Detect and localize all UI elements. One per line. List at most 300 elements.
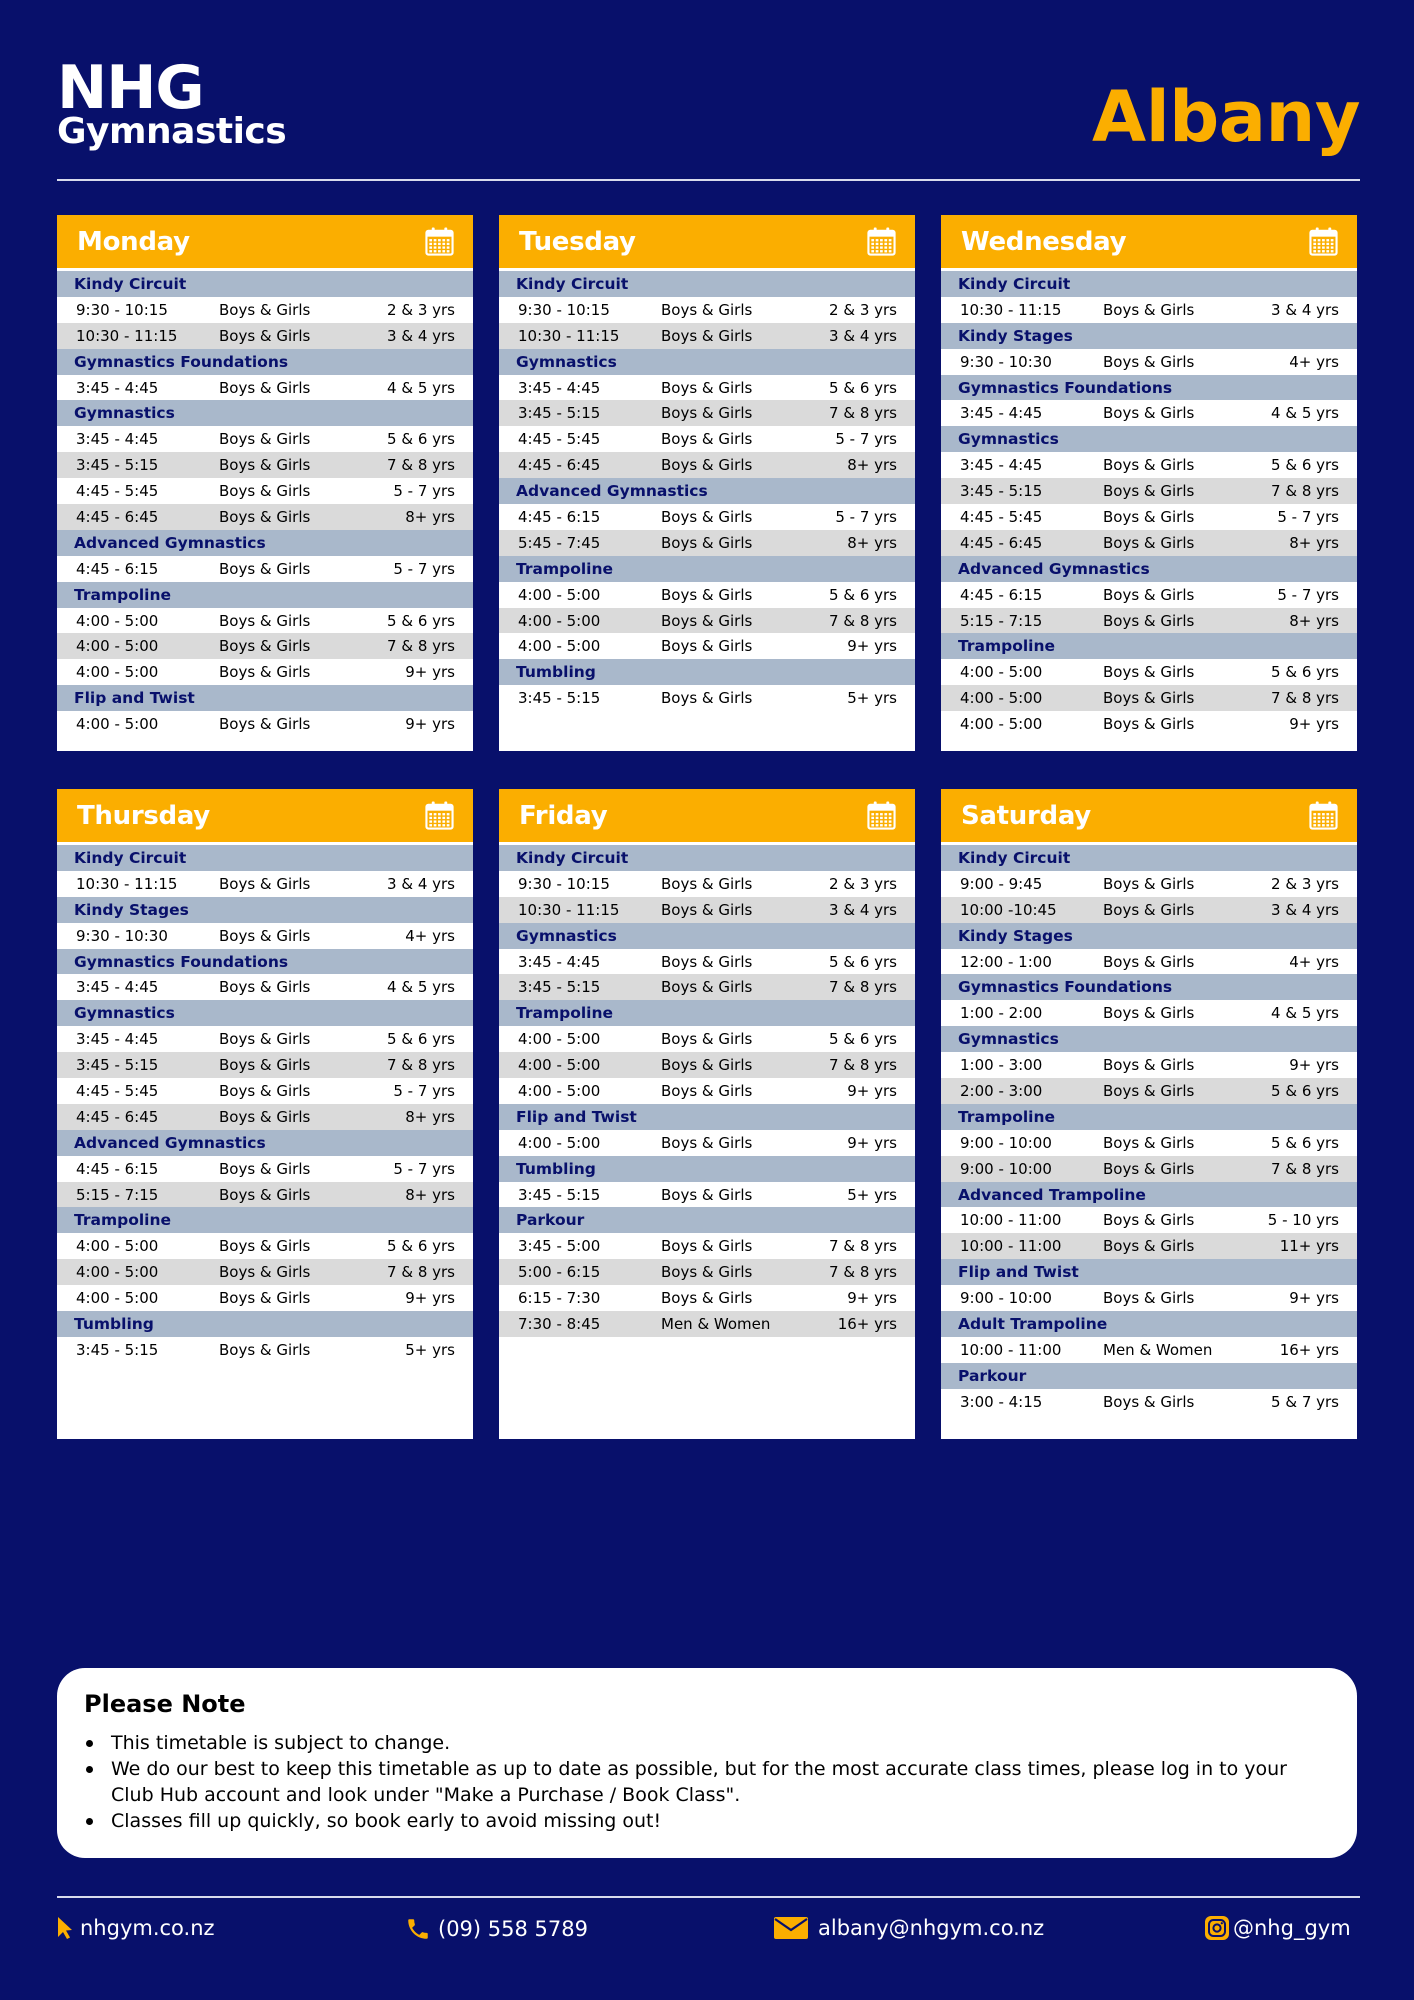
class-row (499, 949, 915, 975)
class-group: Boys & Girls (661, 978, 753, 997)
class-group: Boys & Girls (1103, 611, 1195, 630)
class-group: Boys & Girls (661, 300, 753, 319)
category-header: Advanced Gymnastics (57, 530, 473, 556)
class-row (57, 1233, 473, 1259)
day-title: Saturday (961, 800, 1091, 831)
class-time: 9:30 - 10:15 (76, 300, 168, 319)
category-header: Gymnastics (499, 349, 915, 375)
class-age: 3 & 4 yrs (829, 326, 897, 345)
class-row (499, 871, 915, 897)
class-age: 7 & 8 yrs (387, 1263, 455, 1282)
class-age: 2 & 3 yrs (829, 300, 897, 319)
class-age: 16+ yrs (1279, 1340, 1339, 1359)
class-age: 9+ yrs (405, 715, 455, 734)
class-row (499, 1026, 915, 1052)
class-age: 4 & 5 yrs (387, 378, 455, 397)
class-age: 5 - 7 yrs (393, 1081, 455, 1100)
class-age: 2 & 3 yrs (387, 300, 455, 319)
class-time: 4:00 - 5:00 (76, 663, 159, 682)
class-time: 10:00 - 11:00 (960, 1340, 1062, 1359)
class-row (57, 1182, 473, 1208)
day-title: Thursday (77, 800, 210, 831)
category-header: Gymnastics Foundations (941, 375, 1357, 401)
class-time: 4:00 - 5:00 (518, 1081, 601, 1100)
class-row (941, 659, 1357, 685)
class-group: Boys & Girls (219, 926, 311, 945)
class-time: 10:30 - 11:15 (76, 326, 178, 345)
class-group: Boys & Girls (219, 559, 311, 578)
class-time: 4:00 - 5:00 (518, 585, 601, 604)
class-time: 3:45 - 5:15 (518, 404, 601, 423)
class-row (57, 426, 473, 452)
class-row (57, 1285, 473, 1311)
category-header: Trampoline (941, 1104, 1357, 1130)
class-time: 3:45 - 5:15 (518, 978, 601, 997)
class-time: 4:45 - 5:45 (960, 507, 1043, 526)
category-header: Advanced Gymnastics (941, 556, 1357, 582)
class-time: 3:45 - 5:15 (518, 689, 601, 708)
class-row (57, 1078, 473, 1104)
class-age: 4+ yrs (1289, 352, 1339, 371)
class-time: 4:00 - 5:00 (518, 1056, 601, 1075)
class-time: 12:00 - 1:00 (960, 952, 1052, 971)
class-group: Boys & Girls (1103, 404, 1195, 423)
category-header: Gymnastics Foundations (941, 974, 1357, 1000)
class-time: 10:30 - 11:15 (76, 874, 178, 893)
class-age: 3 & 4 yrs (1271, 300, 1339, 319)
class-group: Boys & Girls (1103, 689, 1195, 708)
class-time: 3:45 - 4:45 (76, 430, 159, 449)
class-group: Boys & Girls (1103, 1081, 1195, 1100)
class-time: 9:30 - 10:30 (960, 352, 1052, 371)
class-time: 9:30 - 10:30 (76, 926, 168, 945)
category-header: Gymnastics (57, 400, 473, 426)
class-age: 5 - 7 yrs (1277, 507, 1339, 526)
class-age: 7 & 8 yrs (829, 404, 897, 423)
class-time: 3:45 - 4:45 (960, 456, 1043, 475)
footer-phone[interactable] (405, 1916, 588, 1942)
calendar-icon (1309, 801, 1338, 830)
class-age: 5 & 6 yrs (1271, 663, 1339, 682)
class-group: Boys & Girls (661, 1263, 753, 1282)
class-age: 5 - 10 yrs (1267, 1211, 1339, 1230)
note-list (84, 1730, 1330, 1834)
day-card-tuesday (499, 215, 915, 751)
class-group: Boys & Girls (661, 900, 753, 919)
class-time: 10:00 - 11:00 (960, 1211, 1062, 1230)
class-row (941, 871, 1357, 897)
footer-divider (57, 1896, 1360, 1898)
class-group: Boys & Girls (1103, 533, 1195, 552)
class-time: 4:00 - 5:00 (518, 1030, 601, 1049)
category-header: Trampoline (499, 1000, 915, 1026)
class-row (499, 897, 915, 923)
class-group: Boys & Girls (219, 715, 311, 734)
calendar-icon (425, 227, 454, 256)
class-age: 5 & 6 yrs (829, 378, 897, 397)
class-time: 4:45 - 5:45 (76, 1081, 159, 1100)
class-age: 9+ yrs (1289, 1056, 1339, 1075)
class-time: 5:15 - 7:15 (76, 1185, 159, 1204)
footer-website[interactable] (57, 1916, 215, 1940)
class-group: Boys & Girls (661, 456, 753, 475)
class-age: 5 - 7 yrs (393, 1159, 455, 1178)
day-card-thursday (57, 789, 473, 1439)
class-time: 3:45 - 4:45 (518, 952, 601, 971)
class-row (499, 504, 915, 530)
class-group: Boys & Girls (219, 300, 311, 319)
class-row (499, 323, 915, 349)
class-group: Boys & Girls (661, 1056, 753, 1075)
class-age: 5 & 6 yrs (387, 1030, 455, 1049)
class-row (941, 1337, 1357, 1363)
class-group: Boys & Girls (1103, 1392, 1195, 1411)
class-group: Boys & Girls (219, 1030, 311, 1049)
class-age: 5 & 6 yrs (829, 585, 897, 604)
class-row (57, 923, 473, 949)
class-row (941, 452, 1357, 478)
class-row (57, 1156, 473, 1182)
class-age: 7 & 8 yrs (387, 1056, 455, 1075)
class-row (941, 1052, 1357, 1078)
class-age: 8+ yrs (405, 507, 455, 526)
class-age: 5 & 6 yrs (1271, 456, 1339, 475)
category-header: Kindy Stages (57, 897, 473, 923)
class-row (499, 608, 915, 634)
class-time: 3:45 - 5:15 (76, 456, 159, 475)
class-row (941, 349, 1357, 375)
class-group: Boys & Girls (661, 689, 753, 708)
class-row (941, 1285, 1357, 1311)
class-group: Boys & Girls (1103, 663, 1195, 682)
class-age: 5 & 6 yrs (387, 611, 455, 630)
day-card-friday (499, 789, 915, 1439)
class-group: Boys & Girls (1103, 1289, 1195, 1308)
class-age: 4+ yrs (405, 926, 455, 945)
category-header: Gymnastics (57, 1000, 473, 1026)
class-group: Boys & Girls (661, 637, 753, 656)
class-age: 7 & 8 yrs (387, 637, 455, 656)
footer-email[interactable] (774, 1916, 1044, 1940)
category-header: Kindy Circuit (57, 271, 473, 297)
class-row (941, 1207, 1357, 1233)
class-time: 3:45 - 5:00 (518, 1237, 601, 1256)
brand-logo-line1: NHG (57, 53, 204, 123)
category-header: Flip and Twist (499, 1104, 915, 1130)
day-header (57, 789, 473, 845)
class-row (57, 608, 473, 634)
class-group: Boys & Girls (1103, 585, 1195, 604)
class-row (499, 1311, 915, 1337)
class-row (941, 504, 1357, 530)
class-age: 9+ yrs (405, 1289, 455, 1308)
class-time: 3:45 - 4:45 (76, 978, 159, 997)
class-row (941, 1233, 1357, 1259)
class-time: 4:00 - 5:00 (518, 611, 601, 630)
class-age: 8+ yrs (847, 533, 897, 552)
class-age: 5 & 6 yrs (829, 1030, 897, 1049)
class-row (941, 1130, 1357, 1156)
class-group: Boys & Girls (219, 978, 311, 997)
day-header (499, 215, 915, 271)
class-time: 10:30 - 11:15 (518, 326, 620, 345)
class-time: 4:00 - 5:00 (76, 611, 159, 630)
class-time: 4:45 - 6:15 (518, 507, 601, 526)
instagram-icon (1205, 1916, 1229, 1940)
class-age: 5 - 7 yrs (393, 482, 455, 501)
class-time: 3:45 - 4:45 (76, 1030, 159, 1049)
category-header: Trampoline (57, 1207, 473, 1233)
class-row (57, 633, 473, 659)
class-group: Men & Women (1103, 1340, 1213, 1359)
class-row (499, 375, 915, 401)
class-list (499, 845, 915, 1337)
class-time: 3:45 - 5:15 (76, 1056, 159, 1075)
class-row (499, 1130, 915, 1156)
class-row (57, 452, 473, 478)
class-age: 9+ yrs (405, 663, 455, 682)
class-group: Boys & Girls (219, 482, 311, 501)
class-time: 4:45 - 6:15 (76, 1159, 159, 1178)
class-group: Boys & Girls (661, 1185, 753, 1204)
class-time: 5:45 - 7:45 (518, 533, 601, 552)
class-row (499, 297, 915, 323)
class-row (499, 400, 915, 426)
class-group: Boys & Girls (219, 1237, 311, 1256)
class-row (57, 1026, 473, 1052)
class-group: Boys & Girls (1103, 1237, 1195, 1256)
class-age: 9+ yrs (847, 1133, 897, 1152)
class-group: Boys & Girls (219, 430, 311, 449)
class-row (941, 297, 1357, 323)
class-time: 10:30 - 11:15 (518, 900, 620, 919)
class-time: 4:45 - 6:45 (518, 456, 601, 475)
class-age: 8+ yrs (1289, 533, 1339, 552)
class-row (499, 530, 915, 556)
class-list (941, 271, 1357, 737)
class-group: Boys & Girls (219, 507, 311, 526)
class-time: 4:45 - 6:15 (960, 585, 1043, 604)
class-row (57, 375, 473, 401)
class-row (57, 1104, 473, 1130)
class-group: Boys & Girls (219, 378, 311, 397)
class-group: Boys & Girls (1103, 1133, 1195, 1152)
class-age: 5 - 7 yrs (835, 430, 897, 449)
header-divider (57, 179, 1360, 181)
class-group: Men & Women (661, 1314, 771, 1333)
class-row (941, 949, 1357, 975)
note-title: Please Note (84, 1690, 246, 1718)
class-time: 3:45 - 5:15 (518, 1185, 601, 1204)
class-row (499, 1078, 915, 1104)
class-time: 3:45 - 5:15 (960, 482, 1043, 501)
class-row (941, 685, 1357, 711)
class-group: Boys & Girls (661, 326, 753, 345)
category-header: Kindy Stages (941, 923, 1357, 949)
class-time: 4:00 - 5:00 (960, 663, 1043, 682)
category-header: Kindy Circuit (941, 845, 1357, 871)
day-title: Monday (77, 226, 190, 257)
class-age: 2 & 3 yrs (1271, 874, 1339, 893)
class-time: 10:00 - 11:00 (960, 1237, 1062, 1256)
category-header: Kindy Circuit (941, 271, 1357, 297)
class-group: Boys & Girls (1103, 1159, 1195, 1178)
class-row (941, 1389, 1357, 1415)
class-row (499, 1052, 915, 1078)
class-time: 3:00 - 4:15 (960, 1392, 1043, 1411)
category-header: Trampoline (941, 633, 1357, 659)
class-group: Boys & Girls (661, 1237, 753, 1256)
class-age: 5+ yrs (847, 689, 897, 708)
class-group: Boys & Girls (1103, 1056, 1195, 1075)
cursor-icon (57, 1916, 73, 1940)
class-row (499, 974, 915, 1000)
class-group: Boys & Girls (219, 1107, 311, 1126)
class-time: 9:00 - 10:00 (960, 1159, 1052, 1178)
category-header: Gymnastics (499, 923, 915, 949)
class-time: 4:00 - 5:00 (76, 1263, 159, 1282)
class-row (499, 452, 915, 478)
class-list (499, 271, 915, 711)
class-age: 4 & 5 yrs (1271, 404, 1339, 423)
phone-icon (405, 1916, 431, 1942)
class-group: Boys & Girls (1103, 1211, 1195, 1230)
class-group: Boys & Girls (1103, 352, 1195, 371)
class-time: 1:00 - 3:00 (960, 1056, 1043, 1075)
category-header: Kindy Circuit (499, 271, 915, 297)
class-row (941, 1156, 1357, 1182)
class-row (499, 685, 915, 711)
class-time: 5:00 - 6:15 (518, 1263, 601, 1282)
class-age: 9+ yrs (1289, 715, 1339, 734)
class-row (57, 323, 473, 349)
class-age: 5 - 7 yrs (835, 507, 897, 526)
class-time: 4:45 - 6:15 (76, 559, 159, 578)
category-header: Parkour (499, 1207, 915, 1233)
class-age: 5 & 7 yrs (1271, 1392, 1339, 1411)
class-group: Boys & Girls (1103, 482, 1195, 501)
class-time: 4:00 - 5:00 (960, 715, 1043, 734)
class-time: 10:00 -10:45 (960, 900, 1057, 919)
class-age: 7 & 8 yrs (829, 1263, 897, 1282)
footer-social[interactable] (1205, 1916, 1351, 1940)
category-header: Tumbling (57, 1311, 473, 1337)
class-age: 7 & 8 yrs (829, 1056, 897, 1075)
class-age: 8+ yrs (847, 456, 897, 475)
class-group: Boys & Girls (1103, 507, 1195, 526)
class-row (499, 1182, 915, 1208)
note-item: This timetable is subject to change. (84, 1730, 1330, 1756)
class-age: 5 & 6 yrs (829, 952, 897, 971)
class-time: 4:00 - 5:00 (76, 715, 159, 734)
class-time: 9:00 - 10:00 (960, 1133, 1052, 1152)
class-group: Boys & Girls (219, 611, 311, 630)
class-row (57, 1337, 473, 1363)
class-row (57, 556, 473, 582)
class-time: 1:00 - 2:00 (960, 1004, 1043, 1023)
class-age: 5+ yrs (847, 1185, 897, 1204)
class-time: 3:45 - 5:15 (76, 1340, 159, 1359)
envelope-icon (774, 1916, 808, 1940)
class-group: Boys & Girls (1103, 456, 1195, 475)
footer-phone-text[interactable]: (09) 558 5789 (438, 1917, 588, 1941)
class-group: Boys & Girls (661, 585, 753, 604)
calendar-icon (867, 227, 896, 256)
class-row (941, 478, 1357, 504)
day-card-saturday (941, 789, 1357, 1439)
class-time: 4:45 - 6:45 (76, 507, 159, 526)
class-group: Boys & Girls (1103, 952, 1195, 971)
class-time: 9:00 - 9:45 (960, 874, 1043, 893)
class-row (57, 871, 473, 897)
class-group: Boys & Girls (1103, 1004, 1195, 1023)
category-header: Flip and Twist (57, 685, 473, 711)
class-age: 8+ yrs (405, 1185, 455, 1204)
class-group: Boys & Girls (219, 1263, 311, 1282)
class-row (941, 897, 1357, 923)
footer-social-text[interactable]: @nhg_gym (1233, 1916, 1351, 1940)
day-header (499, 789, 915, 845)
class-age: 5 & 6 yrs (387, 1237, 455, 1256)
class-time: 9:00 - 10:00 (960, 1289, 1052, 1308)
class-age: 2 & 3 yrs (829, 874, 897, 893)
category-header: Advanced Gymnastics (499, 478, 915, 504)
class-age: 7 & 8 yrs (1271, 689, 1339, 708)
class-age: 9+ yrs (847, 1289, 897, 1308)
class-group: Boys & Girls (661, 952, 753, 971)
class-group: Boys & Girls (661, 404, 753, 423)
category-header: Kindy Circuit (499, 845, 915, 871)
class-group: Boys & Girls (1103, 874, 1195, 893)
class-group: Boys & Girls (219, 874, 311, 893)
class-group: Boys & Girls (1103, 715, 1195, 734)
class-row (941, 608, 1357, 634)
class-group: Boys & Girls (219, 663, 311, 682)
class-group: Boys & Girls (219, 1185, 311, 1204)
class-group: Boys & Girls (219, 1340, 311, 1359)
day-header (941, 789, 1357, 845)
footer-email-text[interactable]: albany@nhgym.co.nz (818, 1916, 1045, 1940)
class-time: 4:00 - 5:00 (76, 637, 159, 656)
class-time: 7:30 - 8:45 (518, 1314, 601, 1333)
class-age: 3 & 4 yrs (829, 900, 897, 919)
class-time: 9:30 - 10:15 (518, 300, 610, 319)
class-row (941, 530, 1357, 556)
day-title: Wednesday (961, 226, 1127, 257)
class-group: Boys & Girls (661, 1289, 753, 1308)
class-row (941, 582, 1357, 608)
class-age: 4 & 5 yrs (1271, 1004, 1339, 1023)
brand-logo-line2: Gymnastics (57, 111, 287, 152)
category-header: Gymnastics (941, 1026, 1357, 1052)
class-age: 8+ yrs (1289, 611, 1339, 630)
class-time: 3:45 - 4:45 (960, 404, 1043, 423)
class-time: 6:15 - 7:30 (518, 1289, 601, 1308)
class-age: 7 & 8 yrs (387, 456, 455, 475)
category-header: Advanced Gymnastics (57, 1130, 473, 1156)
class-time: 3:45 - 4:45 (76, 378, 159, 397)
class-row (57, 974, 473, 1000)
category-header: Advanced Trampoline (941, 1182, 1357, 1208)
footer-website-text[interactable]: nhgym.co.nz (80, 1916, 215, 1940)
class-time: 3:45 - 4:45 (518, 378, 601, 397)
day-title: Friday (519, 800, 608, 831)
class-row (941, 400, 1357, 426)
class-row (499, 1233, 915, 1259)
class-age: 7 & 8 yrs (1271, 1159, 1339, 1178)
category-header: Adult Trampoline (941, 1311, 1357, 1337)
class-time: 4:45 - 5:45 (518, 430, 601, 449)
